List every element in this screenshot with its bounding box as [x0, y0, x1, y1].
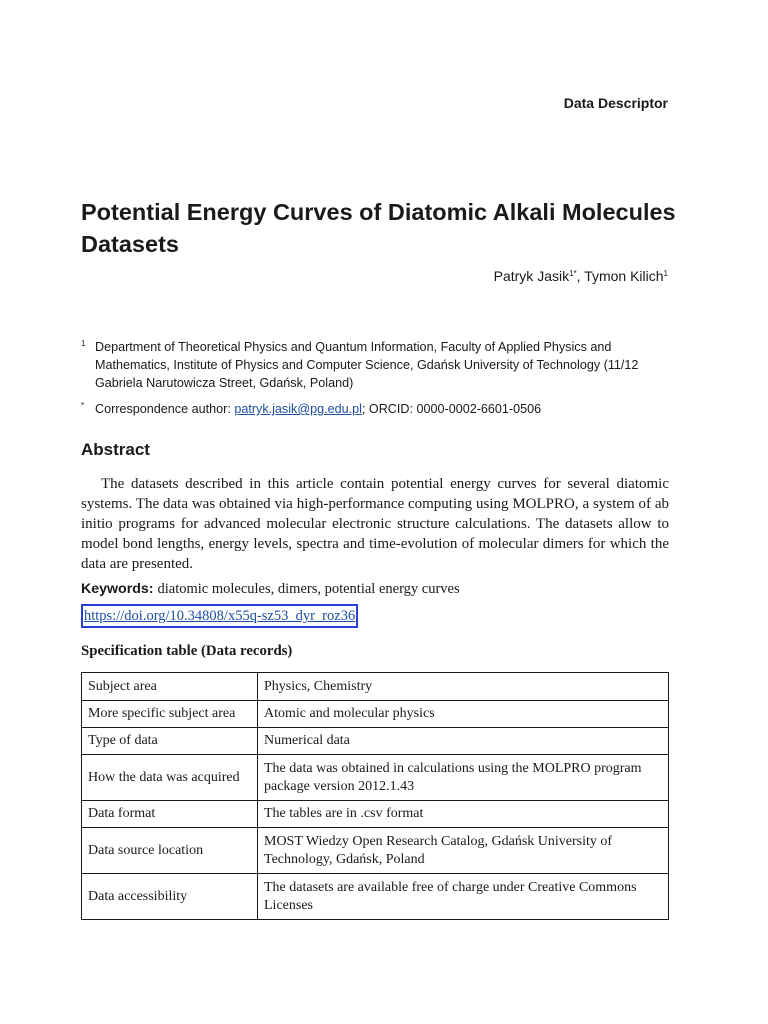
author-list	[494, 268, 668, 284]
affiliation	[81, 338, 671, 392]
doi-link[interactable]: https://doi.org/10.34808/x55q-sz53_dyr_roz36	[81, 604, 358, 628]
correspondence-note	[81, 400, 671, 418]
correspondence-mark: *	[81, 401, 85, 410]
abstract-heading: Abstract	[81, 440, 150, 459]
table-row	[82, 874, 669, 920]
author-separator: ,	[576, 268, 585, 284]
table-value-cell: MOST Wiedzy Open Research Catalog, Gdańsk University of Technology, Gdańsk, Poland	[258, 828, 669, 874]
table-value-cell: Atomic and molecular physics	[258, 701, 669, 728]
table-value-cell: Physics, Chemistry	[258, 673, 669, 701]
affiliation-mark: 1	[81, 339, 86, 348]
table-key-cell: Data accessibility	[82, 874, 258, 920]
table-key-cell: Type of data	[82, 728, 258, 755]
abstract-text: The datasets described in this article contain potential energy curves for several diatomic systems. The data was obtained via high-performance computing using MOLPRO, a system of ab initio programs for advanced molecular electronic structure calculations. The datasets allow to model bond lengths, energy levels, spectra and time-evolution of molecular dimers for which the data are presented.	[81, 476, 669, 572]
author-affiliation-mark: 1*	[569, 269, 577, 278]
table-value-cell: The data was obtained in calculations using the MOLPRO program package version 2012.1.43	[258, 755, 669, 801]
orcid-text: ; ORCID: 0000-0002-6601-0506	[361, 402, 542, 416]
table-key-cell: Data source location	[82, 828, 258, 874]
keywords-label: Keywords:	[81, 581, 154, 597]
table-row	[82, 673, 669, 701]
table-row	[82, 728, 669, 755]
keywords-text: diatomic molecules, dimers, potential energy curves	[157, 581, 460, 597]
table-key-cell: How the data was acquired	[82, 755, 258, 801]
table-key-cell: Subject area	[82, 673, 258, 701]
table-key-cell: More specific subject area	[82, 701, 258, 728]
table-row	[82, 755, 669, 801]
author-name: Tymon Kilich	[584, 268, 664, 284]
paper-title: Potential Energy Curves of Diatomic Alkali Molecules Datasets	[81, 199, 676, 257]
table-row	[82, 701, 669, 728]
spec-table	[81, 672, 669, 920]
keywords-line	[81, 581, 460, 598]
correspondence-prefix: Correspondence author:	[95, 402, 235, 416]
author-name: Patryk Jasik	[493, 268, 570, 284]
table-value-cell: The tables are in .csv format	[258, 801, 669, 828]
table-value-cell: The datasets are available free of charge under Creative Commons Licenses	[258, 874, 669, 920]
affiliation-text: Department of Theoretical Physics and Quantum Information, Faculty of Applied Physics and Mathematics, Institute of Physics and Computer Science, Gdańsk University of Technology (11/12 Gabriela Narutowicza Street, Gdańsk, Poland)	[95, 340, 639, 390]
correspondence-text	[95, 400, 671, 418]
author-affiliation-mark: 1	[663, 269, 668, 278]
table-row	[82, 828, 669, 874]
document-type-label: Data Descriptor	[563, 95, 668, 111]
table-row	[82, 801, 669, 828]
table-value-cell: Numerical data	[258, 728, 669, 755]
table-key-cell: Data format	[82, 801, 258, 828]
spec-table-caption: Specification table (Data records)	[81, 643, 293, 659]
correspondence-email-link[interactable]: patryk.jasik@pg.edu.pl	[234, 402, 362, 416]
